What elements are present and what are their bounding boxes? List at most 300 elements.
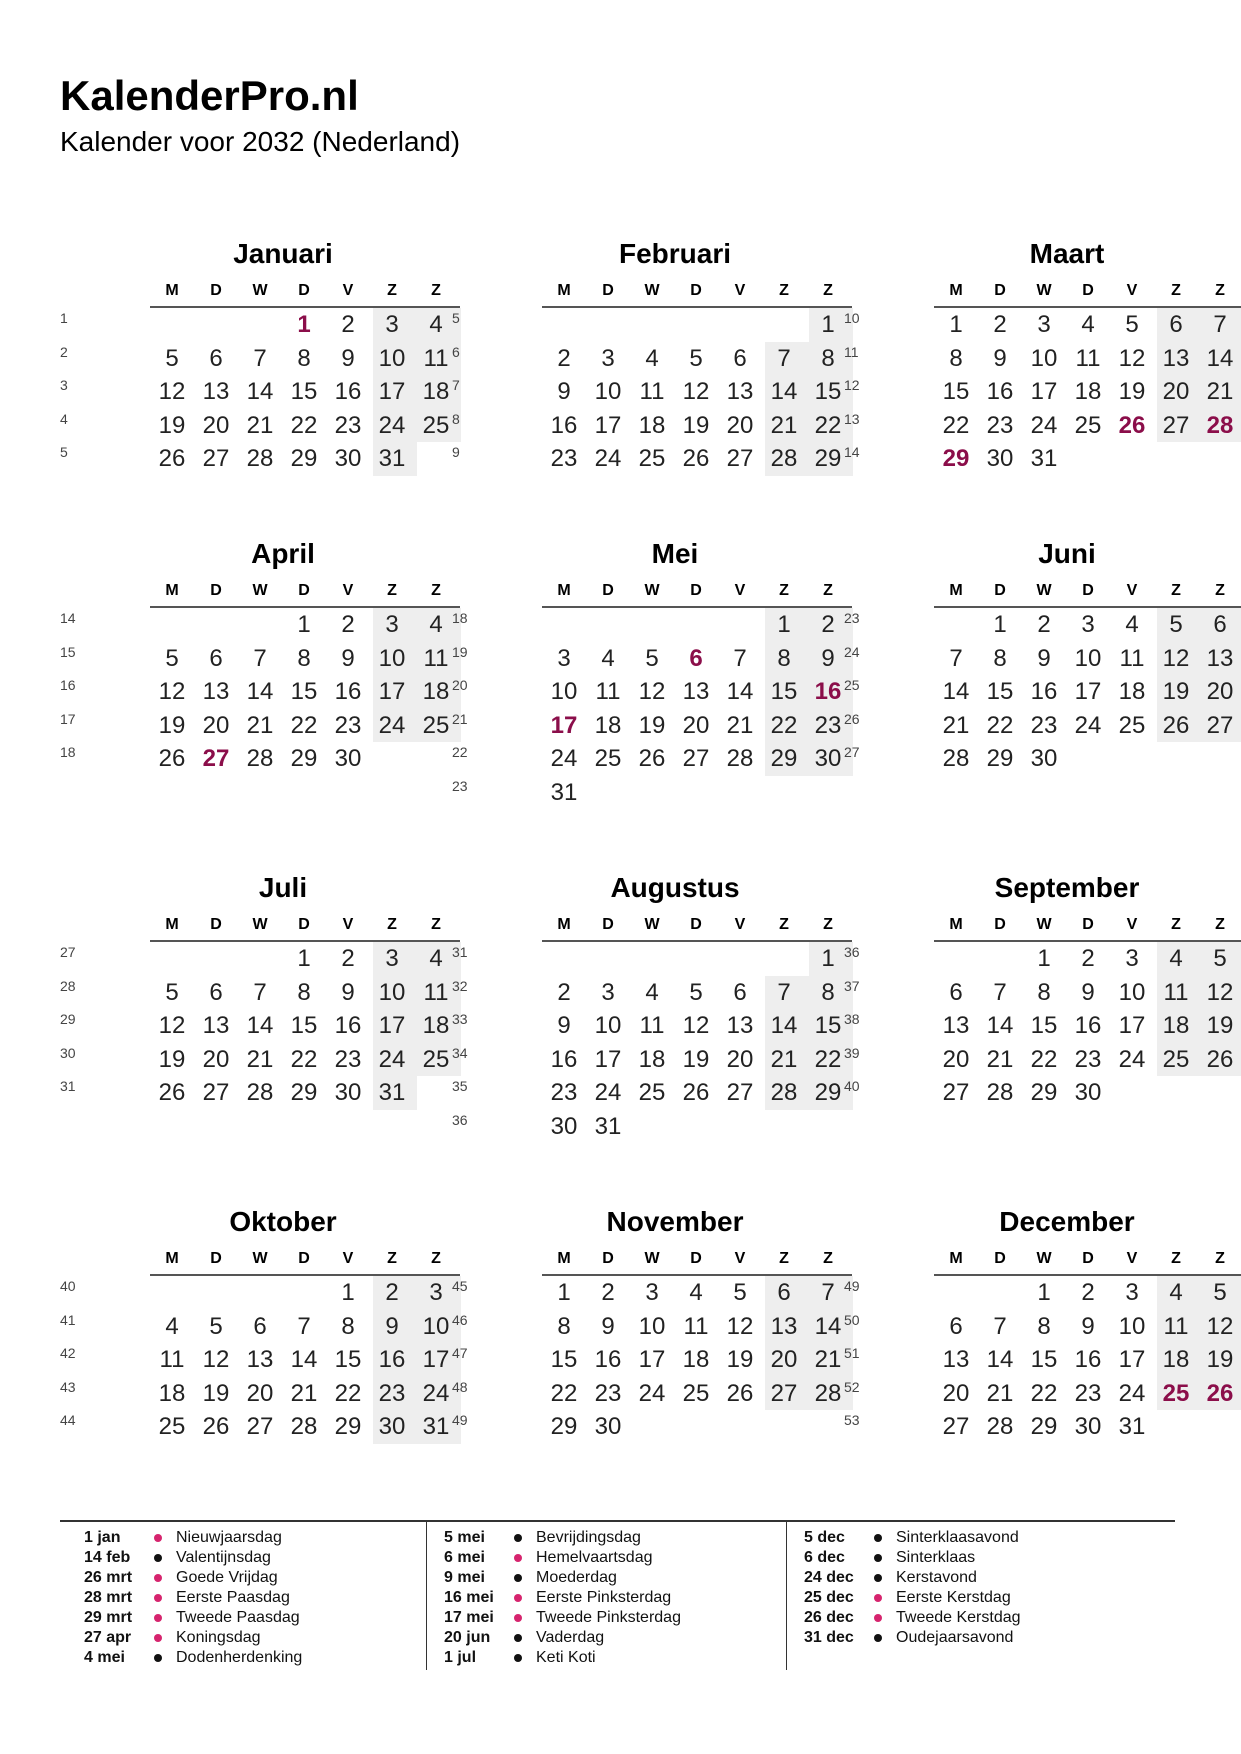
legend-name: Eerste Paasdag [176, 1589, 290, 1606]
day-cell: 9 [993, 344, 1007, 372]
day-cell: 1 [821, 311, 835, 338]
legend-name: Nieuwjaarsdag [176, 1529, 282, 1546]
day-cell: 26 [726, 1379, 754, 1407]
month-title: Oktober [229, 1206, 337, 1237]
day-cell: 13 [726, 378, 754, 405]
day-cell: 14 [246, 1012, 274, 1039]
week-number: 53 [844, 1412, 860, 1428]
day-cell: 9 [341, 344, 355, 372]
week-number: 43 [60, 1378, 76, 1395]
legend-date: 1 jul [444, 1649, 477, 1666]
month-title: Augustus [610, 872, 740, 903]
month-november [452, 1206, 842, 1456]
day-cell: 23 [1074, 1379, 1102, 1407]
day-cell: 11 [159, 1346, 185, 1373]
day-cell: 6 [209, 644, 223, 672]
day-cell: 16 [334, 378, 362, 405]
day-cell: 18 [682, 1346, 710, 1373]
day-cell: 17 [378, 678, 406, 705]
legend-name: Eerste Pinksterdag [536, 1589, 672, 1606]
week-number: 19 [452, 643, 468, 660]
day-cell: 16 [334, 1012, 362, 1039]
day-cell: 26 [638, 745, 666, 772]
day-cell: 15 [942, 378, 970, 405]
weekday-label: D [1082, 282, 1094, 299]
day-cell: 3 [1081, 611, 1095, 638]
day-cell: 14 [814, 1312, 842, 1340]
day-cell: 12 [158, 378, 186, 405]
weekday-label: W [1036, 582, 1052, 599]
weekday-label: Z [1215, 1250, 1225, 1267]
day-cell: 2 [341, 611, 355, 638]
day-cell: 25 [422, 411, 450, 439]
day-cell: 27 [246, 1413, 274, 1440]
day-cell: 2 [601, 1279, 615, 1306]
day-cell: 7 [949, 644, 963, 672]
day-cell: 30 [1074, 1413, 1102, 1440]
day-cell: 27 [770, 1379, 798, 1407]
day-cell: 7 [253, 344, 267, 372]
day-cell: 17 [594, 411, 622, 439]
weekday-label: V [342, 1250, 354, 1267]
day-cell: 27 [726, 1079, 754, 1106]
day-cell: 23 [814, 711, 842, 739]
day-cell: 28 [770, 445, 798, 472]
week-number: 14 [844, 444, 860, 460]
week-number: 36 [844, 944, 860, 960]
day-cell: 4 [601, 644, 615, 672]
week-number: 23 [844, 610, 860, 626]
legend-date: 5 dec [804, 1529, 845, 1546]
month-augustus [452, 872, 842, 1155]
day-cell: 13 [942, 1346, 970, 1373]
weekday-label: W [644, 1250, 660, 1267]
week-number: 24 [844, 643, 860, 660]
weekday-label: Z [823, 1250, 833, 1267]
day-cell: 21 [1206, 378, 1234, 405]
legend-date: 6 dec [804, 1549, 845, 1566]
weekday-label: V [1126, 582, 1138, 599]
day-cell: 22 [334, 1379, 362, 1407]
day-cell: 30 [814, 745, 842, 772]
weekday-label: D [210, 582, 222, 599]
weekday-label: D [1082, 916, 1094, 933]
day-cell: 13 [202, 1012, 230, 1039]
day-cell: 1 [993, 611, 1007, 638]
day-cell: 17 [594, 1045, 622, 1073]
weekday-label: M [557, 1250, 571, 1267]
day-cell: 21 [246, 1045, 274, 1073]
week-number: 28 [60, 977, 76, 994]
day-cell: 13 [1206, 644, 1234, 672]
weekday-header [934, 916, 1241, 938]
day-cell: 8 [297, 644, 311, 672]
day-cell: 29 [290, 445, 318, 472]
day-cell: 9 [341, 644, 355, 672]
day-cell: 23 [378, 1379, 406, 1407]
weekday-label: Z [431, 282, 441, 299]
week-number: 45 [452, 1278, 468, 1294]
day-cell: 14 [770, 1012, 798, 1039]
day-cell: 17 [1074, 678, 1102, 705]
day-cell: 24 [550, 745, 578, 772]
weekday-label: V [1126, 916, 1138, 933]
day-cell: 29 [1030, 1413, 1058, 1440]
weekday-label: D [210, 916, 222, 933]
legend-date: 14 feb [84, 1549, 131, 1566]
day-cell: 18 [422, 678, 450, 705]
day-cell: 5 [1125, 311, 1139, 338]
day-cell: 3 [385, 611, 399, 638]
day-cell: 15 [550, 1346, 578, 1373]
day-cell: 7 [253, 978, 267, 1006]
week-number: 6 [452, 343, 460, 360]
day-cell: 14 [246, 678, 274, 705]
day-cell: 12 [638, 678, 666, 705]
day-cell: 5 [645, 644, 659, 672]
month-title: Maart [1029, 238, 1105, 269]
week-number: 52 [844, 1378, 860, 1395]
legend-date: 5 mei [444, 1529, 485, 1546]
weekday-label: Z [1215, 282, 1225, 299]
day-cell: 19 [158, 1045, 186, 1073]
holiday-dot-icon [874, 1614, 882, 1622]
day-cell: 2 [341, 945, 355, 972]
day-cell: 10 [594, 378, 622, 405]
weekday-label: Z [1215, 916, 1225, 933]
week-number: 37 [844, 977, 860, 994]
day-cell: 18 [638, 411, 666, 439]
weekday-label: D [994, 1250, 1006, 1267]
month-december [844, 1206, 1234, 1456]
month-april [60, 538, 450, 788]
day-cell: 18 [594, 711, 622, 739]
day-cell: 1 [1037, 1279, 1051, 1306]
weekday-header [150, 1250, 460, 1272]
day-cell: 8 [821, 978, 835, 1006]
day-cell: 18 [1162, 1346, 1190, 1373]
day-cell: 17 [378, 378, 406, 405]
weekday-label: Z [431, 916, 441, 933]
day-cell: 19 [1118, 378, 1146, 405]
week-number: 44 [60, 1412, 76, 1428]
day-cell: 27 [682, 745, 710, 772]
day-cell: 1 [821, 945, 835, 972]
day-cell: 26 [158, 445, 186, 472]
weekday-label: Z [1171, 916, 1181, 933]
weekday-label: Z [779, 1250, 789, 1267]
day-cell: 15 [814, 1012, 842, 1039]
day-cell: 1 [297, 945, 311, 972]
day-cell: 24 [378, 1045, 406, 1073]
holiday-dot-icon [874, 1594, 882, 1602]
weekday-label: Z [779, 282, 789, 299]
day-cell: 12 [682, 378, 710, 405]
day-cell: 12 [158, 1012, 186, 1039]
day-cell: 5 [689, 978, 703, 1006]
week-number: 7 [452, 377, 460, 393]
week-number: 46 [452, 1311, 468, 1328]
legend-date: 25 dec [804, 1589, 854, 1606]
event-dot-icon [874, 1634, 882, 1642]
day-cell: 17 [1118, 1346, 1146, 1373]
day-cell: 30 [986, 445, 1014, 472]
day-cell: 22 [814, 411, 842, 439]
day-cell: 4 [689, 1279, 703, 1306]
day-cell: 4 [429, 311, 443, 338]
weekday-label: M [165, 582, 179, 599]
legend-date: 9 mei [444, 1569, 485, 1586]
day-cell: 31 [594, 1112, 622, 1140]
month-mei [452, 538, 842, 821]
day-cell: 2 [1081, 945, 1095, 972]
day-cell: 10 [1118, 978, 1146, 1006]
day-cell: 21 [986, 1379, 1014, 1407]
day-cell: 24 [594, 445, 622, 472]
day-cell: 23 [594, 1379, 622, 1407]
month-title: Mei [651, 538, 699, 569]
legend-name: Vaderdag [536, 1629, 605, 1646]
holiday-dot-icon [154, 1634, 162, 1642]
week-number: 4 [60, 410, 68, 427]
day-cell: 20 [202, 411, 230, 439]
weekday-label: D [690, 1250, 702, 1267]
month-title: December [999, 1206, 1135, 1237]
holiday-dot-icon [154, 1574, 162, 1582]
day-cell: 18 [1162, 1012, 1190, 1039]
month-title: November [606, 1206, 744, 1237]
weekday-label: D [602, 916, 614, 933]
day-cell: 30 [334, 745, 362, 772]
holiday-day: 17 [550, 711, 578, 739]
day-cell: 27 [942, 1413, 970, 1440]
legend-date: 28 mrt [84, 1589, 133, 1606]
day-cell: 13 [770, 1312, 798, 1340]
day-cell: 7 [821, 1279, 835, 1306]
day-cell: 6 [777, 1279, 791, 1306]
week-number: 35 [452, 1078, 468, 1094]
day-cell: 8 [297, 978, 311, 1006]
day-cell: 25 [1074, 411, 1102, 439]
day-cell: 28 [726, 745, 754, 772]
day-cell: 15 [290, 678, 318, 705]
week-number: 20 [452, 677, 468, 693]
weekday-label: Z [1171, 282, 1181, 299]
week-number: 48 [452, 1378, 468, 1395]
legend-name: Dodenherdenking [176, 1649, 303, 1666]
day-cell: 2 [1037, 611, 1051, 638]
day-cell: 19 [726, 1346, 754, 1373]
holiday-day: 16 [814, 678, 842, 705]
event-dot-icon [514, 1574, 522, 1582]
legend-date: 1 jan [84, 1529, 121, 1546]
day-cell: 14 [1206, 344, 1234, 372]
day-cell: 10 [1118, 1312, 1146, 1340]
day-cell: 15 [334, 1346, 362, 1373]
legend-name: Oudejaarsavond [896, 1629, 1014, 1646]
calendar-subtitle: Kalender voor 2032 (Nederland) [60, 126, 461, 157]
week-number: 5 [60, 444, 68, 460]
day-cell: 28 [246, 1079, 274, 1106]
day-cell: 31 [1118, 1413, 1146, 1440]
day-cell: 21 [246, 711, 274, 739]
legend-date: 26 dec [804, 1609, 854, 1626]
day-cell: 4 [165, 1312, 179, 1340]
day-cell: 11 [1163, 1312, 1189, 1340]
weekday-label: W [644, 282, 660, 299]
week-number: 23 [452, 777, 468, 794]
day-cell: 27 [202, 1079, 230, 1106]
day-cell: 11 [639, 1012, 665, 1039]
day-cell: 31 [550, 778, 578, 806]
day-cell: 16 [1074, 1012, 1102, 1039]
day-cell: 29 [986, 745, 1014, 772]
week-number: 41 [60, 1311, 76, 1328]
day-cell: 13 [202, 678, 230, 705]
day-cell: 29 [334, 1413, 362, 1440]
day-cell: 19 [1162, 678, 1190, 705]
day-cell: 9 [1037, 644, 1051, 672]
week-number: 42 [60, 1345, 76, 1361]
day-cell: 1 [557, 1279, 571, 1306]
weekday-label: D [298, 1250, 310, 1267]
day-cell: 24 [378, 411, 406, 439]
day-cell: 5 [1213, 1279, 1227, 1306]
day-cell: 24 [1074, 711, 1102, 739]
week-number: 30 [60, 1044, 76, 1061]
day-cell: 2 [1081, 1279, 1095, 1306]
holiday-day: 1 [297, 311, 311, 338]
event-dot-icon [514, 1654, 522, 1662]
day-cell: 30 [378, 1413, 406, 1440]
day-cell: 13 [1162, 344, 1190, 372]
week-number: 32 [452, 977, 468, 994]
day-cell: 3 [601, 344, 615, 372]
holiday-day: 25 [1162, 1379, 1190, 1407]
day-cell: 3 [385, 945, 399, 972]
weekday-label: W [644, 916, 660, 933]
day-cell: 23 [1074, 1045, 1102, 1073]
legend-name: Kerstavond [896, 1569, 977, 1586]
day-cell: 27 [1162, 411, 1190, 439]
day-cell: 8 [1037, 1312, 1051, 1340]
weekday-header [934, 1250, 1241, 1272]
day-cell: 12 [1206, 1312, 1234, 1340]
weekday-label: Z [431, 582, 441, 599]
day-cell: 13 [726, 1012, 754, 1039]
weekday-label: Z [1215, 582, 1225, 599]
day-cell: 20 [942, 1045, 970, 1073]
day-cell: 9 [557, 1012, 571, 1039]
holiday-day: 26 [1118, 411, 1146, 439]
weekday-label: V [1126, 1250, 1138, 1267]
week-number: 36 [452, 1111, 468, 1128]
day-cell: 22 [550, 1379, 578, 1407]
day-cell: 21 [770, 411, 798, 439]
week-number: 22 [452, 744, 468, 760]
day-cell: 2 [993, 311, 1007, 338]
day-cell: 20 [202, 711, 230, 739]
day-cell: 30 [1030, 745, 1058, 772]
weekday-label: M [949, 582, 963, 599]
day-cell: 17 [422, 1346, 450, 1373]
weekday-label: Z [387, 582, 397, 599]
month-title: Januari [233, 238, 333, 269]
day-cell: 1 [949, 311, 963, 338]
day-cell: 6 [949, 1312, 963, 1340]
weekday-label: M [165, 1250, 179, 1267]
day-cell: 5 [733, 1279, 747, 1306]
day-cell: 11 [423, 978, 449, 1006]
event-dot-icon [514, 1534, 522, 1542]
day-cell: 20 [726, 1045, 754, 1073]
weekday-label: W [1036, 282, 1052, 299]
day-cell: 9 [1081, 1312, 1095, 1340]
weekday-label: Z [387, 282, 397, 299]
holiday-day: 26 [1206, 1379, 1234, 1407]
weekday-label: V [734, 582, 746, 599]
day-cell: 6 [209, 344, 223, 372]
day-cell: 4 [1169, 945, 1183, 972]
weekday-header [542, 582, 852, 604]
legend-date: 29 mrt [84, 1609, 133, 1626]
day-cell: 14 [986, 1346, 1014, 1373]
day-cell: 28 [986, 1413, 1014, 1440]
day-cell: 13 [246, 1346, 274, 1373]
day-cell: 31 [422, 1413, 450, 1440]
day-cell: 3 [385, 311, 399, 338]
day-cell: 1 [777, 611, 791, 638]
weekday-label: V [342, 282, 354, 299]
day-cell: 15 [770, 678, 798, 705]
week-number: 16 [60, 677, 76, 693]
weekday-header [542, 282, 852, 304]
day-cell: 10 [550, 678, 578, 705]
weekday-label: Z [1171, 582, 1181, 599]
week-number: 40 [844, 1078, 860, 1094]
weekday-header [150, 582, 460, 604]
weekday-label: D [602, 1250, 614, 1267]
day-cell: 3 [557, 644, 571, 672]
week-number: 27 [60, 944, 76, 960]
day-cell: 31 [1030, 445, 1058, 472]
day-cell: 25 [1162, 1045, 1190, 1073]
day-cell: 5 [209, 1312, 223, 1340]
week-number: 40 [60, 1278, 76, 1294]
day-cell: 8 [297, 344, 311, 372]
day-cell: 13 [942, 1012, 970, 1039]
day-cell: 8 [1037, 978, 1051, 1006]
week-number: 39 [844, 1044, 860, 1061]
legend-name: Eerste Kerstdag [896, 1589, 1011, 1606]
weekday-header [542, 1250, 852, 1272]
day-cell: 10 [594, 1012, 622, 1039]
weekday-header [150, 282, 460, 304]
day-cell: 12 [1118, 344, 1146, 372]
week-number: 49 [844, 1278, 860, 1294]
day-cell: 28 [986, 1079, 1014, 1106]
day-cell: 4 [429, 945, 443, 972]
weekday-label: D [298, 582, 310, 599]
legend-date: 17 mei [444, 1609, 494, 1626]
month-title: April [251, 538, 315, 569]
weekday-label: M [165, 282, 179, 299]
day-cell: 4 [429, 611, 443, 638]
week-number: 33 [452, 1011, 468, 1027]
holiday-dot-icon [514, 1554, 522, 1562]
weekday-header [934, 282, 1241, 304]
day-cell: 22 [814, 1045, 842, 1073]
